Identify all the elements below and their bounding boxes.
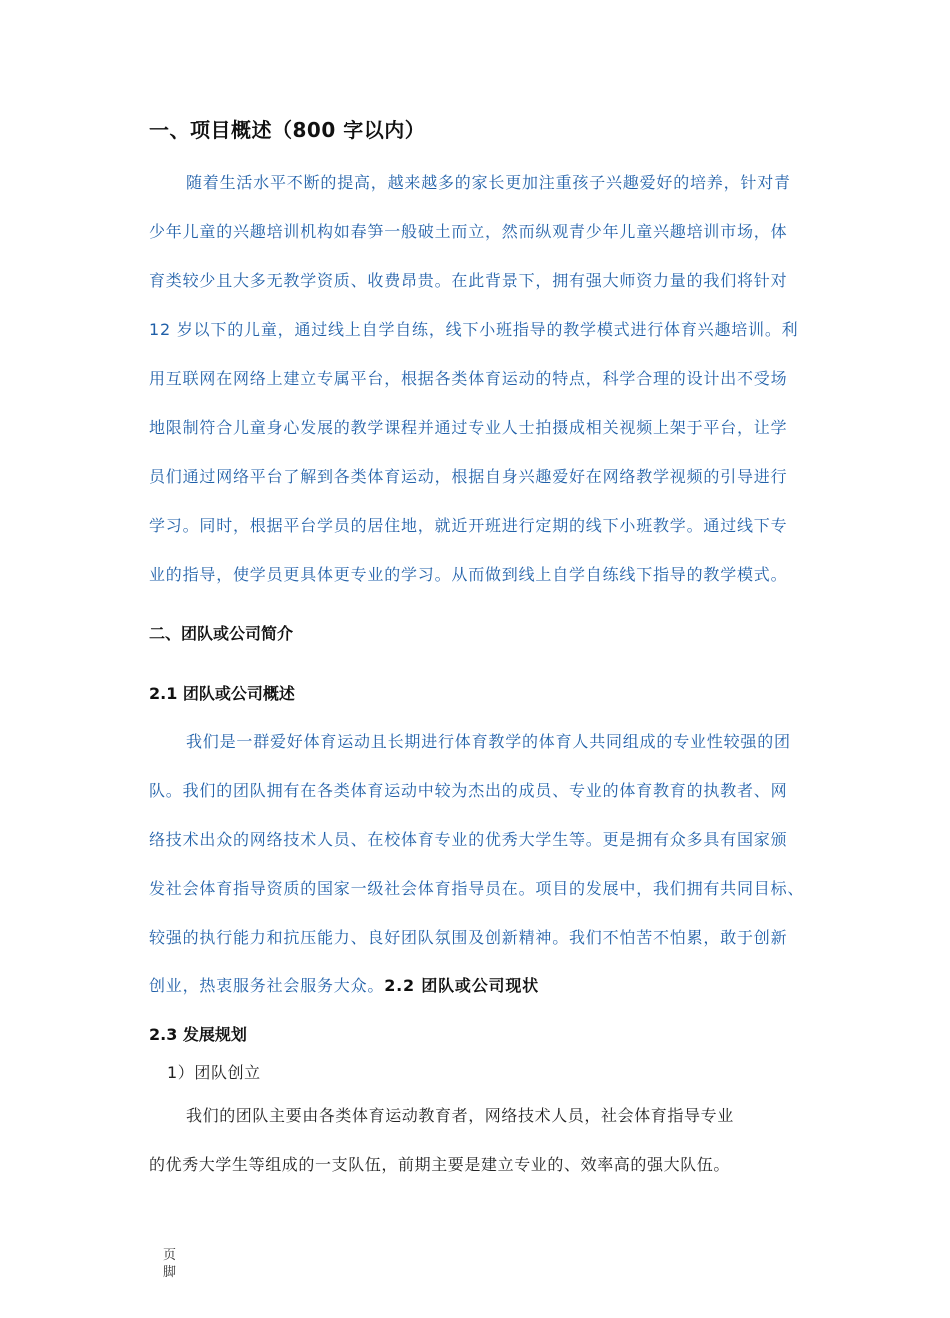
section1-para-line: 员们通过网络平台了解到各类体育运动，根据自身兴趣爱好在网络教学视频的引导进行: [149, 467, 788, 486]
team-founding-para-line: 我们的团队主要由各类体育运动教育者，网络技术人员，社会体育指导专业: [186, 1106, 734, 1125]
section1-para-line: 随着生活水平不断的提高，越来越多的家长更加注重孩子兴趣爱好的培养，针对青: [186, 173, 791, 192]
section2-para-last-text: 创业，热衷服务社会服务大众。: [149, 976, 385, 995]
subsection-2-3-heading: 2.3 发展规划: [149, 1025, 247, 1044]
list-item-team-founding: 1）团队创立: [167, 1063, 261, 1082]
section2-para-line: 队。我们的团队拥有在各类体育运动中较为杰出的成员、专业的体育教育的执教者、网: [149, 781, 788, 800]
section2-para-last-line: [149, 973, 539, 996]
section1-para-line: 业的指导，使学员更具体更专业的学习。从而做到线上自学自练线下指导的教学模式。: [149, 565, 788, 584]
section1-para-line: 学习。同时，根据平台学员的居住地，就近开班进行定期的线下小班教学。通过线下专: [149, 516, 788, 535]
section1-para-line: 用互联网在网络上建立专属平台，根据各类体育运动的特点，科学合理的设计出不受场: [149, 369, 788, 388]
section2-para-line: 发社会体育指导资质的国家一级社会体育指导员在。项目的发展中，我们拥有共同目标、: [149, 879, 805, 898]
section1-para-line: 育类较少且大多无教学资质、收费昂贵。在此背景下，拥有强大师资力量的我们将针对: [149, 271, 788, 290]
section1-heading: 一、项目概述（800 字以内）: [149, 118, 426, 142]
section2-para-line: 我们是一群爱好体育运动且长期进行体育教学的体育人共同组成的专业性较强的团: [186, 732, 791, 751]
section2-para-line: 络技术出众的网络技术人员、在校体育专业的优秀大学生等。更是拥有众多具有国家颁: [149, 830, 788, 849]
footer-label-line1: 页: [163, 1248, 177, 1263]
subsection-2-2-heading: 2.2 团队或公司现状: [384, 976, 539, 995]
section2-heading: 二、团队或公司简介: [149, 624, 294, 643]
section1-para-line: 12 岁以下的儿童，通过线上自学自练，线下小班指导的教学模式进行体育兴趣培训。利: [149, 320, 799, 339]
team-founding-para-line: 的优秀大学生等组成的一支队伍，前期主要是建立专业的、效率高的强大队伍。: [149, 1155, 731, 1174]
section1-para-line: 地限制符合儿童身心发展的教学课程并通过专业人士拍摄成相关视频上架于平台，让学: [149, 418, 788, 437]
section2-para-line: 较强的执行能力和抗压能力、良好团队氛围及创新精神。我们不怕苦不怕累，敢于创新: [149, 928, 788, 947]
footer-label-line2: 脚: [163, 1265, 177, 1280]
subsection-2-1-heading: 2.1 团队或公司概述: [149, 684, 295, 703]
section1-para-line: 少年儿童的兴趣培训机构如春笋一般破土而立，然而纵观青少年儿童兴趣培训市场，体: [149, 222, 788, 241]
